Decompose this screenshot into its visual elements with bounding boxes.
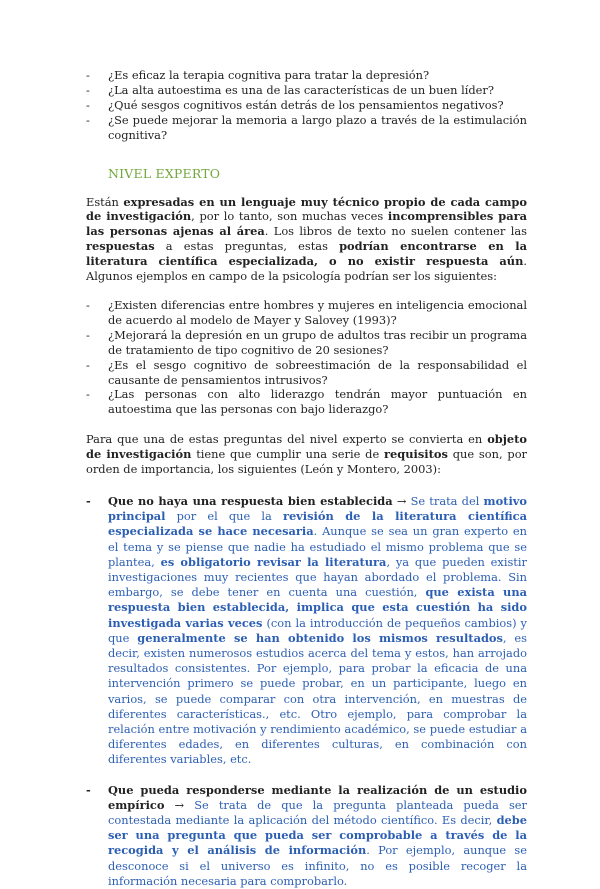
intro-paragraph: Están expresadas en un lenguaje muy técnico propio de cada campo de investigación, por lo tanto, son muchas veces incomprensibles para las personas ajenas al área. Los libros de texto no suelen contener las respuestas a estas preguntas, estas podrían encontrarse en la literatura científica especializada, o no existir respuesta aún. Algunos ejemplos en campo de la psicología podrían ser los siguientes: xyxy=(86,194,527,284)
list-item: - ¿Existen diferencias entre hombres y mujeres en inteligencia emocional de acuerdo al modelo de Mayer y Salovey (1993)? xyxy=(86,298,527,328)
list-item: - ¿Mejorará la depresión en un grupo de adultos tras recibir un programa de tratamiento de tipo cognitivo de 20 sesiones? xyxy=(86,328,527,358)
requirement-item: - Que no haya una respuesta bien establecida → Se trata del motivo principal por el que la revisión de la literatura científica especializada se hace necesaria. Aunque se sea un gran experto en el tema y se piense que nadie ha estudiado el mismo problema que se plantea, es obligatorio revisar la literatura, ya que pueden existir investigaciones muy recientes que hayan abordado el problema. Sin embargo, se debe tener en cuenta una cuestión, que exista una respuesta bien establecida, implica que esta cuestión ha sido investigada varias veces (con la introducción de pequeños cambios) y que generalmente se han obtenido los mismos resultados, es decir, existen numerosos estudios acerca del tema y estos, han arrojado resultados consistentes. Por ejemplo, para probar la eficacia de una intervención primero se puede probar, en un participante, luego en varios, se puede comparar con otra intervención, en muestras de diferentes características., etc. Otro ejemplo, para comprobar la relación entre motivación y rendimiento académico, se puede estudiar a diferentes edades, en diferentes culturas, en combinación con diferentes variables, etc. xyxy=(86,494,527,768)
list-item: - ¿Se puede mejorar la memoria a largo plazo a través de la estimulación cognitiva? xyxy=(86,113,527,143)
expert-question-list xyxy=(86,298,527,417)
top-question-list xyxy=(86,68,527,143)
list-item: - ¿Es el sesgo cognitivo de sobreestimación de la responsabilidad el causante de pensamientos intrusivos? xyxy=(86,358,527,388)
requirement-item: - Que pueda responderse mediante la realización de un estudio empírico → Se trata de que la pregunta planteada pueda ser contestada mediante la aplicación del método científico. Es decir, debe ser una pregunta que pueda ser comprobable a través de la recogida y el análisis de información. Por ejemplo, aunque se desconoce si el universo es infinito, no es posible recoger la información necesaria para comprobarlo. xyxy=(86,783,527,889)
section-heading: NIVEL EXPERTO xyxy=(108,165,221,181)
list-item: - ¿Las personas con alto liderazgo tendrán mayor puntuación en autoestima que las personas con bajo liderazgo? xyxy=(86,387,527,417)
requirements-intro-paragraph: Para que una de estas preguntas del nivel experto se convierta en objeto de investigación tiene que cumplir una serie de requisitos que son, por orden de importancia, los siguientes (León y Montero, 2003): xyxy=(86,432,528,477)
list-item: - ¿Qué sesgos cognitivos están detrás de los pensamientos negativos? xyxy=(86,98,527,113)
document-page xyxy=(86,68,527,889)
requirements-list xyxy=(86,494,527,889)
list-item: - ¿Es eficaz la terapia cognitiva para tratar la depresión? xyxy=(86,68,527,83)
list-item: - ¿La alta autoestima es una de las características de un buen líder? xyxy=(86,83,527,98)
